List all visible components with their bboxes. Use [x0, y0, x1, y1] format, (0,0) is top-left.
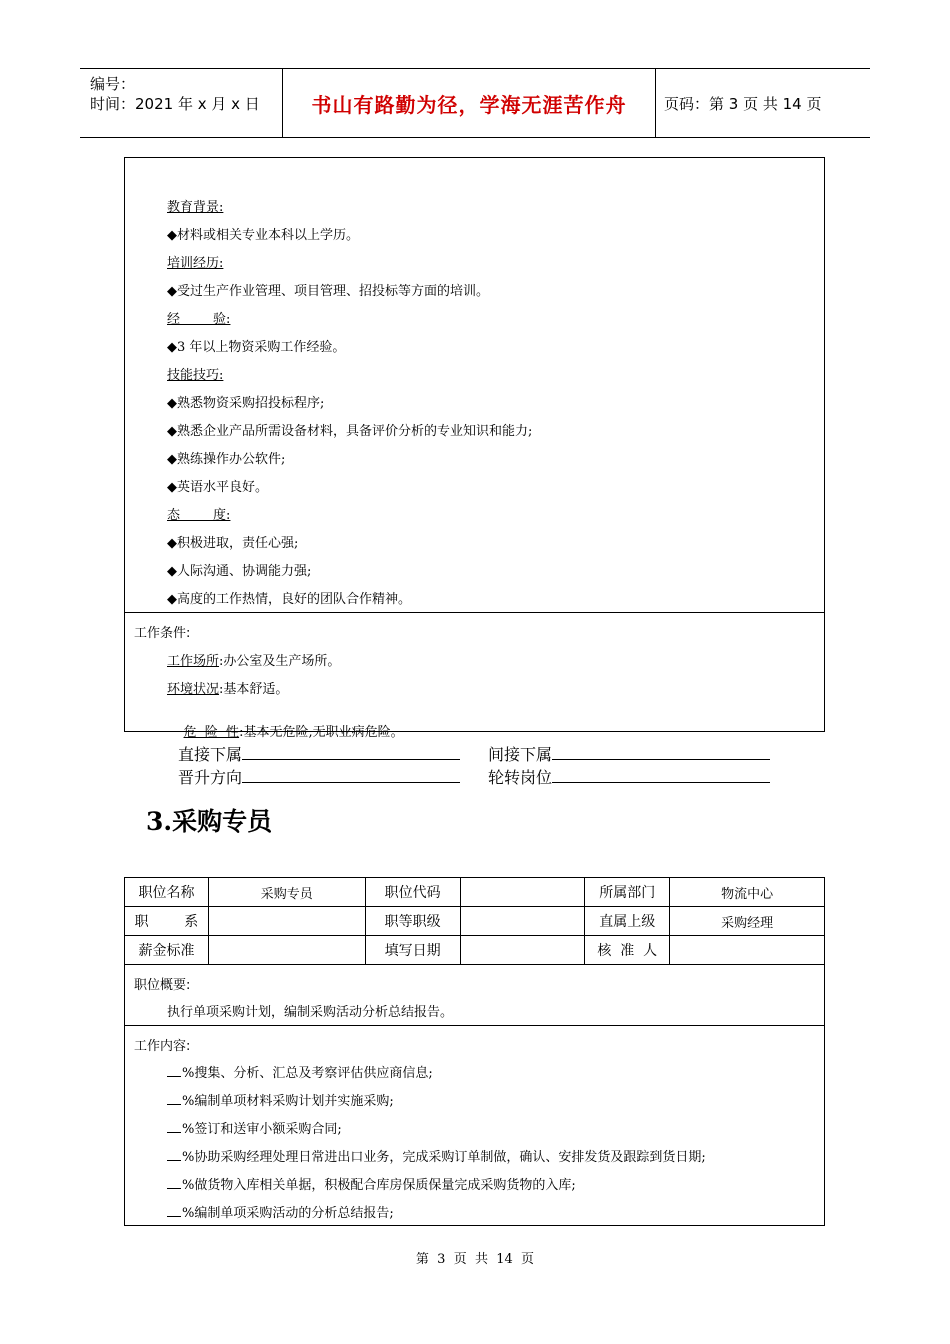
promotion-blank[interactable]	[242, 767, 460, 783]
bullet-blank	[167, 1064, 181, 1077]
indirect-subordinate-label: 间接下属	[488, 745, 553, 764]
education-label: 教育背景:	[167, 200, 224, 215]
work-place-label: 工作场所	[167, 654, 220, 669]
attitude-item: ◆人际沟通、协调能力强;	[167, 564, 312, 579]
table-cell: 采购专员	[208, 878, 365, 907]
skills-item: ◆熟悉企业产品所需设备材料，具备评价分析的专业知识和能力;	[167, 424, 533, 439]
bullet-blank	[167, 1176, 181, 1189]
table-cell: 职 系	[125, 907, 209, 936]
training-label: 培训经历:	[167, 256, 224, 271]
header-motto-cell	[282, 69, 656, 137]
work-place-line	[167, 650, 340, 669]
training-item: ◆受过生产作业管理、项目管理、招投标等方面的培训。	[167, 284, 489, 299]
danger-value: :基本无危险,无职业病危险。	[239, 725, 404, 740]
table-cell	[460, 907, 585, 936]
attitude-item: ◆高度的工作热情，良好的团队合作精神。	[167, 592, 411, 607]
table-cell	[460, 936, 585, 965]
direct-subordinate-blank[interactable]	[242, 744, 460, 760]
environment-line	[167, 678, 288, 697]
skills-label: 技能技巧:	[167, 368, 224, 383]
duty-text: %做货物入库相关单据，积极配合库房保质保量完成采购货物的入库;	[182, 1178, 576, 1193]
environment-value: :基本舒适。	[219, 682, 289, 697]
number-label: 编号：	[90, 75, 136, 93]
table-cell: 物流中心	[670, 878, 825, 907]
table-cell: 所属部门	[585, 878, 670, 907]
table-cell: 职位代码	[365, 878, 460, 907]
direct-subordinate-label: 直接下属	[178, 745, 243, 764]
motto: 书山有路勤为径，学海无涯苦作舟	[311, 92, 627, 117]
duty-text: %协助采购经理处理日常进出口业务，完成采购订单制做，确认、安排发货及跟踪到货日期;	[182, 1150, 706, 1165]
duty-text: %签订和送审小额采购合同;	[182, 1122, 342, 1137]
promotion-direction	[178, 765, 460, 788]
duty-item	[167, 1202, 394, 1221]
danger-label: 危 险 性	[183, 725, 240, 740]
education-item: ◆材料或相关专业本科以上学历。	[167, 228, 359, 243]
direct-subordinate	[178, 742, 460, 765]
header-meta	[80, 69, 281, 137]
table-row	[125, 878, 825, 907]
table-cell	[208, 907, 365, 936]
table-cell: 直属上级	[585, 907, 670, 936]
page-footer: 第 3 页 共 14 页	[415, 1252, 535, 1267]
duty-item	[167, 1062, 433, 1081]
table-cell	[460, 878, 585, 907]
indirect-subordinate-blank[interactable]	[552, 744, 770, 760]
work-place-value: :办公室及生产场所。	[219, 654, 341, 669]
conditions-title: 工作条件:	[134, 626, 191, 641]
page-info: 页码：第 3 页 共 14 页	[664, 94, 822, 113]
experience-label: 经 验:	[167, 312, 231, 327]
table-cell: 填写日期	[365, 936, 460, 965]
section-divider	[125, 612, 824, 613]
table-row	[125, 936, 825, 965]
summary-block	[124, 965, 825, 1026]
rotation-label: 轮转岗位	[488, 768, 553, 787]
skills-item: ◆熟悉物资采购招投标程序;	[167, 396, 325, 411]
promotion-label: 晋升方向	[178, 768, 243, 787]
attitude-label: 态 度:	[167, 508, 231, 523]
summary-text: 执行单项采购计划，编制采购活动分析总结报告。	[167, 1005, 454, 1020]
date-label: 时间：2021 年 x 月 x 日	[90, 95, 260, 113]
skills-item: ◆熟练操作办公软件;	[167, 452, 286, 467]
summary-title: 职位概要:	[134, 978, 191, 993]
bullet-blank	[167, 1092, 181, 1105]
table-cell	[670, 936, 825, 965]
duties-title: 工作内容:	[134, 1039, 191, 1054]
duty-text: %编制单项材料采购计划并实施采购;	[182, 1094, 394, 1109]
duty-item	[167, 1146, 706, 1165]
rotation-blank[interactable]	[552, 767, 770, 783]
experience-item: ◆3 年以上物资采购工作经验。	[167, 340, 346, 355]
environment-label: 环境状况	[167, 682, 220, 697]
duty-item	[167, 1118, 342, 1137]
requirements-box	[124, 157, 825, 740]
position-table	[124, 877, 825, 965]
duty-text: %编制单项采购活动的分析总结报告;	[182, 1206, 394, 1221]
rotation-position	[488, 765, 770, 788]
table-cell: 薪金标准	[125, 936, 209, 965]
bullet-blank	[167, 1120, 181, 1133]
table-cell: 职位名称	[125, 878, 209, 907]
skills-item: ◆英语水平良好。	[167, 480, 268, 495]
section-title: 3.采购专员	[146, 807, 273, 836]
table-cell	[208, 936, 365, 965]
table-row	[125, 907, 825, 936]
table-cell: 职等职级	[365, 907, 460, 936]
duty-item	[167, 1090, 394, 1109]
bullet-blank	[167, 1204, 181, 1217]
duties-block	[124, 1025, 825, 1226]
duty-item	[167, 1174, 576, 1193]
table-cell: 采购经理	[670, 907, 825, 936]
header-page-cell	[656, 69, 870, 137]
page-header	[80, 68, 870, 138]
duty-text: %搜集、分析、汇总及考察评估供应商信息;	[182, 1066, 433, 1081]
bullet-blank	[167, 1148, 181, 1161]
indirect-subordinate	[488, 742, 770, 765]
attitude-item: ◆积极进取，责任心强;	[167, 536, 299, 551]
table-cell: 核 准 人	[585, 936, 670, 965]
